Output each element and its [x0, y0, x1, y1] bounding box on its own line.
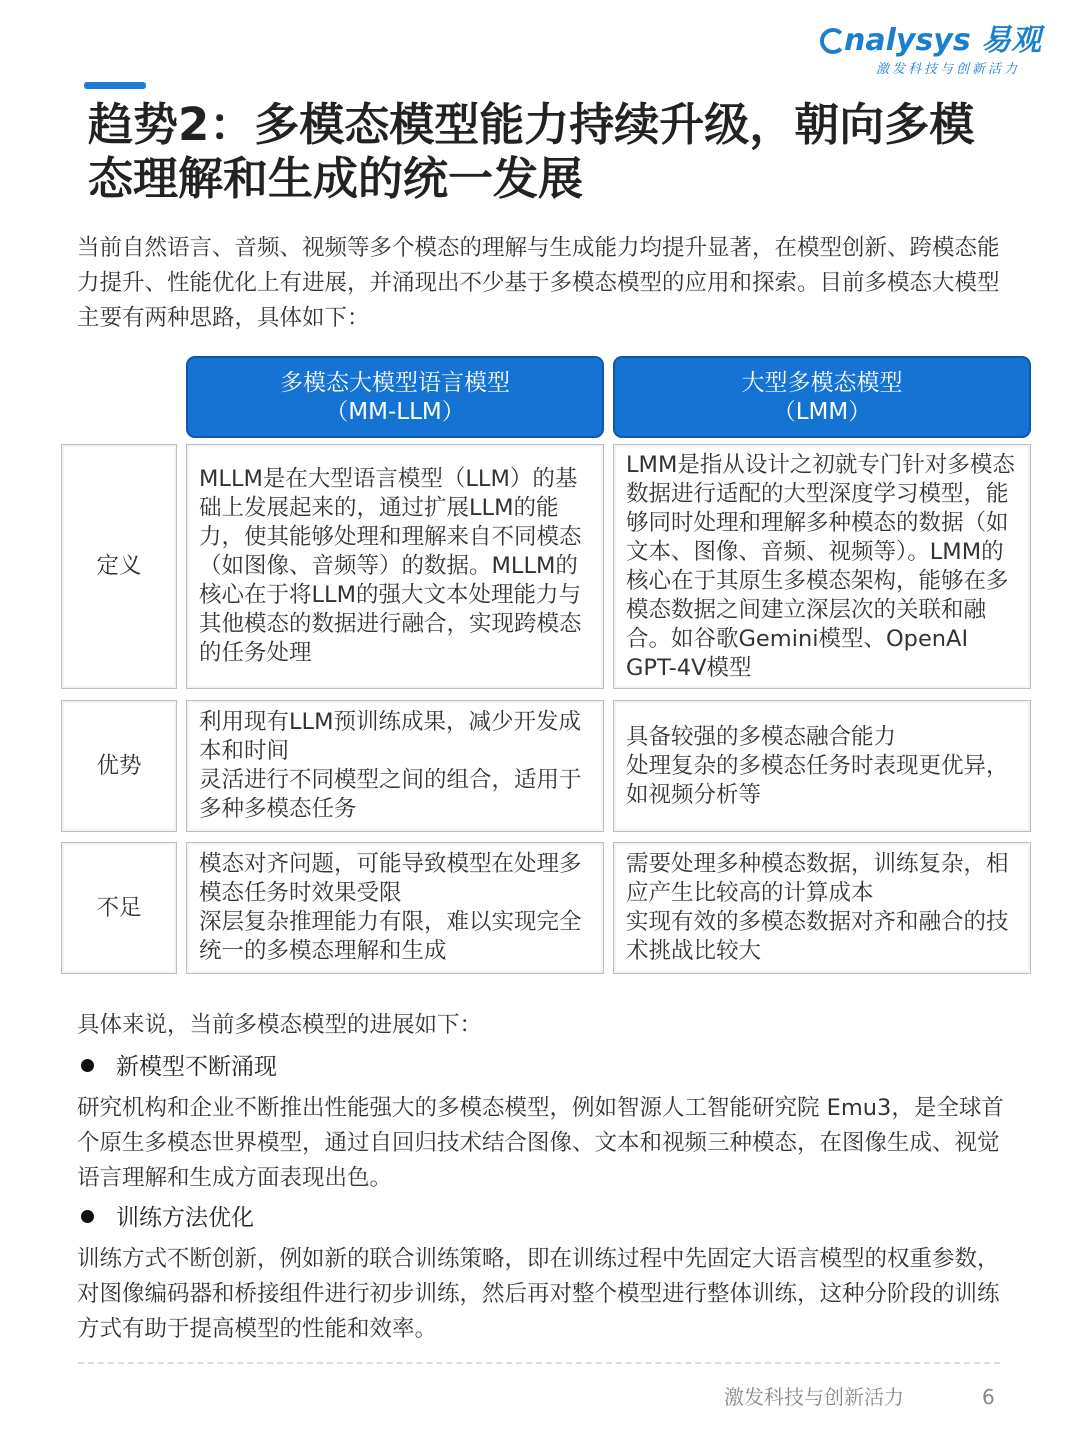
intro-paragraph: 当前自然语言、音频、视频等多个模态的理解与生成能力均提升显著，在模型创新、跨模态能力提升、性能优化上有进展，并涌现出不少基于多模态模型的应用和探索。目前多模态大模型主要有两种思路，具体如下：	[77, 235, 1000, 331]
analysys-logo	[820, 22, 1042, 80]
logo-brand-cn: 易观	[981, 23, 1042, 58]
bullet-heading-training	[77, 1201, 254, 1236]
logo-a-mark-icon	[820, 28, 846, 54]
cell-weaknesses-lmm	[613, 842, 1031, 974]
column-header-mm-llm-subtitle: （MM-LLM）	[325, 399, 465, 425]
footer-slogan: 激发科技与创新活力	[724, 1385, 904, 1409]
column-header-lmm-title: 大型多模态模型	[741, 370, 903, 396]
cell-weaknesses-mm-llm	[186, 842, 604, 974]
cell-advantages-mm-llm-text: 利用现有LLM预训练成果，减少开发成本和时间 灵活进行不同模型之间的组合，适用于多种多模态任务	[199, 709, 582, 822]
row-label-definition: 定义	[61, 444, 177, 689]
logo-wordmark	[820, 22, 1042, 60]
bullet-text-new-models: 研究机构和企业不断推出性能强大的多模态模型，例如智源人工智能研究院 Emu3，是全球首个原生多模态世界模型，通过自回归技术结合图像、文本和视频三种模态，在图像生成、视觉语言理解和生成方面表现出色。	[77, 1095, 1004, 1191]
cell-advantages-lmm	[613, 700, 1031, 832]
column-header-mm-llm	[186, 356, 604, 438]
column-header-lmm-subtitle: （LMM）	[772, 399, 872, 425]
bullet-heading-new-models	[77, 1050, 277, 1085]
page-number: 6	[982, 1385, 995, 1409]
cell-definition-lmm	[613, 444, 1031, 689]
bullet-dot-icon	[81, 1059, 94, 1072]
page-title: 趋势2：多模态模型能力持续升级，朝向多模态理解和生成的统一发展	[88, 98, 975, 205]
cell-advantages-lmm-text: 具备较强的多模态融合能力 处理复杂的多模态任务时表现更优异，如视频分析等	[626, 723, 1009, 808]
column-header-mm-llm-title: 多模态大模型语言模型	[280, 370, 510, 396]
progress-intro: 具体来说，当前多模态模型的进展如下：	[77, 1012, 483, 1038]
row-label-weaknesses: 不足	[61, 842, 177, 974]
logo-brand: nalysys	[844, 23, 971, 58]
cell-definition-lmm-text: LMM是指从设计之初就专门针对多模态数据进行适配的大型深度学习模型，能够同时处理和理解多种模态的数据（如文本、图像、音频、视频等）。LMM的核心在于其原生多模态架构，能够在多模态数据之间建立深层次的关联和融合。如谷歌Gemini模型、OpenAI GPT-4V模型	[626, 451, 1015, 681]
cell-weaknesses-lmm-text: 需要处理多种模态数据，训练复杂，相应产生比较高的计算成本 实现有效的多模态数据对齐和融合的技术挑战比较大	[626, 851, 1009, 964]
cell-definition-mm-llm-text: MLLM是在大型语言模型（LLM）的基础上发展起来的，通过扩展LLM的能力，使其能够处理和理解来自不同模态（如图像、音频等）的数据。MLLM的核心在于将LLM的强大文本处理能力与其他模态的数据进行融合，实现跨模态的任务处理	[199, 466, 582, 666]
cell-weaknesses-mm-llm-text: 模态对齐问题，可能导致模型在处理多模态任务时效果受限 深层复杂推理能力有限，难以实现完全统一的多模态理解和生成	[199, 851, 582, 964]
bullet-text-training: 训练方式不断创新，例如新的联合训练策略，即在训练过程中先固定大语言模型的权重参数，对图像编码器和桥接组件进行初步训练，然后再对整个模型进行整体训练，这种分阶段的训练方式有助于提高模型的性能和效率。	[77, 1246, 1000, 1342]
column-header-lmm	[613, 356, 1031, 438]
bullet-heading-new-models-text: 新模型不断涌现	[116, 1054, 277, 1080]
bullet-dot-icon	[81, 1210, 94, 1223]
title-accent-bar	[84, 82, 146, 89]
bullet-heading-training-text: 训练方法优化	[116, 1205, 254, 1231]
cell-definition-mm-llm	[186, 444, 604, 689]
footer-divider	[78, 1362, 1000, 1364]
cell-advantages-mm-llm	[186, 700, 604, 832]
row-label-advantages: 优势	[61, 700, 177, 832]
logo-slogan: 激发科技与创新活力	[875, 62, 1020, 77]
